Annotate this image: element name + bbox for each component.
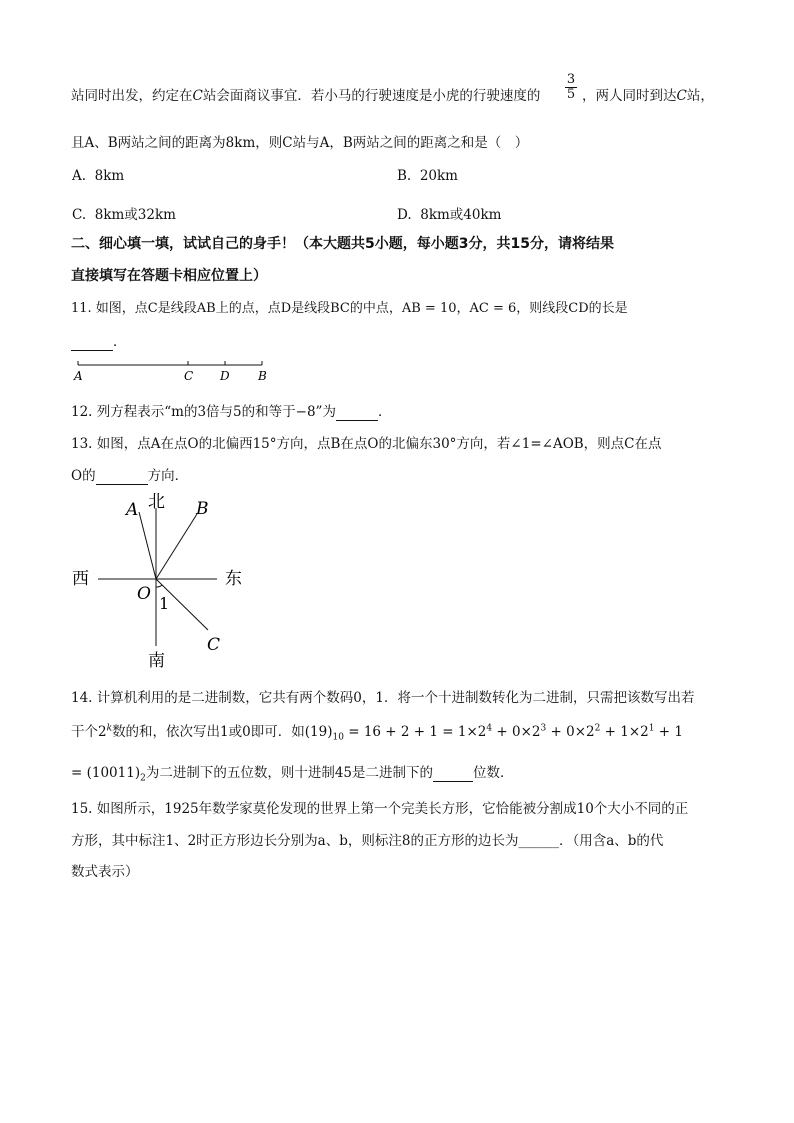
q14-text-a: 干个2	[71, 724, 107, 740]
label-d: D	[220, 369, 230, 383]
label-south: 南	[148, 651, 165, 671]
ray-oa	[139, 512, 156, 579]
q14-exp-1: 1	[648, 723, 655, 734]
label-point-c: C	[207, 635, 221, 655]
q15-line3: 数式表示）	[71, 864, 139, 880]
label-c: C	[184, 369, 194, 383]
q15-line2: 方形，其中标注1、2时正方形边长分别为a、b，则标注8的正方形的边长为______．（用含a、b的代	[71, 833, 664, 849]
q11-blank	[71, 334, 113, 351]
q10-line1-tail	[582, 84, 714, 104]
option-c-text: 8km或32km	[94, 207, 176, 223]
q11-text: 11. 如图，点C是线段AB上的点，点D是线段BC的中点，AB = 10，AC = 6，则线段CD的长是	[71, 301, 628, 316]
q14-text-b: 数的和，依次写出1或0即可．如	[112, 724, 305, 740]
q12-end: ．	[377, 404, 392, 420]
q14-exp-2: 2	[594, 723, 601, 734]
fraction-three-fifths	[565, 73, 577, 102]
q14-formula-19: (19)	[304, 724, 333, 740]
q10-text-2: 站会面商议事宜．若小马的行驶速度是小虎的行驶速度的	[202, 88, 541, 104]
q10-text-1: 站同时出发，约定在	[71, 88, 193, 104]
q11-segment-figure	[70, 358, 270, 384]
label-a: A	[74, 369, 83, 383]
label-point-b: B	[196, 499, 209, 519]
q12-blank	[336, 404, 378, 421]
option-d-label: D.	[397, 207, 412, 223]
q14-formula-part4: + 0×2	[546, 724, 595, 740]
option-a-label: A.	[72, 168, 87, 184]
q10-line2: 且A、B两站之间的距离为8km，则C站与A，B两站之间的距离之和是（ ）	[71, 135, 529, 151]
option-b-label: B.	[397, 168, 412, 184]
fraction-denominator: 5	[566, 87, 576, 102]
option-b	[397, 168, 458, 184]
angle-1-arc	[156, 585, 162, 587]
q14-line1: 14. 计算机利用的是二进制数，它共有两个数码0，1．将一个十进制数转化为二进制，只需把该数写出若	[71, 690, 695, 706]
q11-end: ．	[113, 334, 127, 350]
q14-exp-3: 3	[540, 723, 547, 734]
q13-line2	[71, 464, 188, 485]
option-c	[72, 203, 176, 223]
label-b: B	[258, 369, 267, 383]
q12-line	[71, 400, 391, 421]
label-angle-1: 1	[159, 594, 170, 613]
option-c-label: C.	[72, 207, 87, 223]
fraction-numerator: 3	[566, 72, 576, 87]
q14-blank	[433, 765, 473, 782]
point-c: C	[192, 88, 203, 104]
label-point-a: A	[126, 500, 139, 520]
option-a-text: 8km	[94, 168, 125, 184]
q14-text-c: 为二进制下的五位数，则十进制45是二进制下的	[145, 765, 434, 781]
q14-formula-part6: + 1	[654, 724, 683, 740]
q11-answer-line	[71, 330, 127, 351]
q10-text-4: 站，	[686, 88, 714, 104]
option-a	[72, 168, 124, 184]
section2-heading-line2: 直接填写在答题卡相应位置上）	[71, 268, 267, 284]
section2-heading-line1: 二、细心填一填，试试自己的身手！（本大题共5小题，每小题3分，共15分，请将结果	[71, 236, 614, 252]
q14-exponent-k: k	[106, 723, 113, 734]
q13-text-a: O的	[71, 468, 96, 484]
q10-line1	[71, 84, 540, 104]
ray-ob	[156, 514, 197, 579]
label-west: 西	[72, 569, 89, 589]
q14-formula-part2: = 16 + 2 + 1 = 1×2	[343, 724, 487, 740]
point-c-2: C	[676, 88, 687, 104]
q14-base-10: 10	[332, 732, 344, 743]
option-d-text: 8km或40km	[420, 207, 502, 223]
q14-exp-4: 4	[486, 723, 493, 734]
q15-line1: 15. 如图所示，1925年数学家莫伦发现的世界上第一个完美长方形，它恰能被分割成10个大小不同的正	[71, 801, 689, 817]
q14-text-d: 位数．	[473, 765, 514, 781]
q14-line3	[71, 761, 514, 784]
q12-text: 12. 列方程表示“m的3倍与5的和等于−8”为	[71, 404, 336, 420]
q13-blank	[96, 468, 148, 485]
q14-line2	[71, 720, 683, 743]
label-east: 东	[225, 569, 242, 589]
q14-formula-part5: + 1×2	[600, 724, 649, 740]
q14-binary-value: = (10011)	[71, 765, 141, 781]
q13-text-b: 方向．	[147, 468, 189, 484]
q14-base-2: 2	[140, 773, 146, 784]
label-point-o: O	[137, 584, 151, 604]
label-north: 北	[148, 492, 165, 512]
q10-text-3: ，两人同时到达	[582, 88, 677, 104]
q13-line1: 13. 如图，点A在点O的北偏西15°方向，点B在点O的北偏东30°方向，若∠1=∠AOB，则点C在点	[71, 436, 662, 452]
option-d	[397, 203, 501, 223]
q14-formula-part3: + 0×2	[492, 724, 541, 740]
q13-direction-figure	[65, 488, 255, 673]
option-b-text: 20km	[419, 168, 458, 184]
